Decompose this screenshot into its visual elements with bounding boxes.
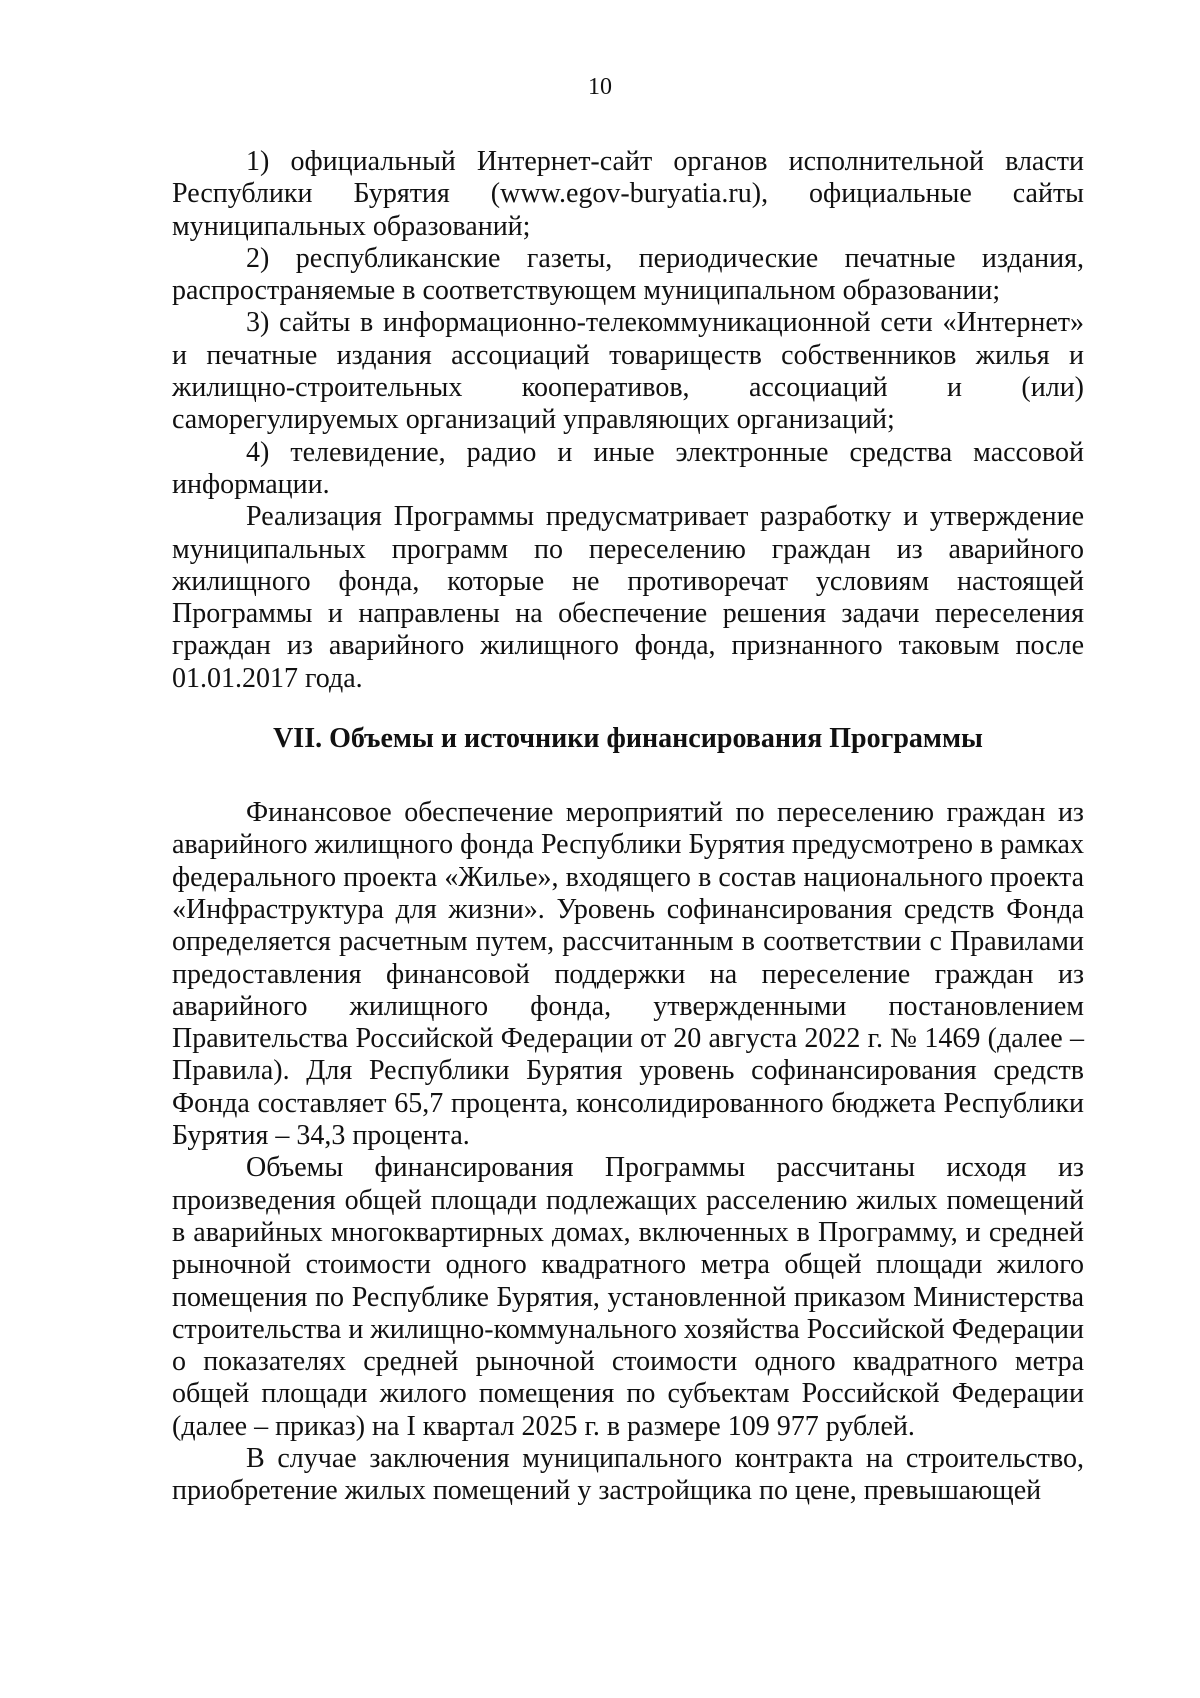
paragraph-realization: Реализация Программы предусматривает разработку и утверждение муниципальных программ по переселению граждан из аварийного жилищного фонда, которые не противоречат условиям настоящей Программы и направлены на обеспечение решения задачи переселения граждан из аварийного жилищного фонда, признанного таковым после 01.01.2017 года. xyxy=(172,501,1084,694)
section-heading: VII. Объемы и источники финансирования Программы xyxy=(273,723,983,755)
paragraph-volumes: Объемы финансирования Программы рассчитаны исходя из произведения общей площади подлежащих расселению жилых помещений в аварийных многоквартирных домах, включенных в Программу, и средней рыночной стоимости одного квадратного метра общей площади жилого помещения по Республике Бурятия, установленной приказом Министерства строительства и жилищно-коммунального хозяйства Российской Федерации о показателях средней рыночной стоимости одного квадратного метра общей площади жилого помещения по субъектам Российской Федерации (далее – приказ) на I квартал 2025 г. в размере 109 977 рублей. xyxy=(172,1152,1084,1442)
page-number: 10 xyxy=(588,74,612,100)
paragraph-contract: В случае заключения муниципального контракта на строительство, приобретение жилых помещений у застройщика по цене, превышающей xyxy=(172,1442,1084,1507)
list-item-2: 2) республиканские газеты, периодические печатные издания, распространяемые в соответствующем муниципальном образовании; xyxy=(172,242,1084,307)
paragraph-financing: Финансовое обеспечение мероприятий по переселению граждан из аварийного жилищного фонда Республики Бурятия предусмотрено в рамках федерального проекта «Жилье», входящего в состав национального проекта «Инфраструктура для жизни». Уровень софинансирования средств Фонда определяется расчетным путем, рассчитанным в соответствии с Правилами предоставления финансовой поддержки на переселение граждан из аварийного жилищного фонда, утвержденными постановлением Правительства Российской Федерации от 20 августа 2022 г. № 1469 (далее – Правила). Для Республики Бурятия уровень софинансирования средств Фонда составляет 65,7 процента, консолидированного бюджета Республики Бурятия – 34,3 процента. xyxy=(172,797,1084,1152)
list-item-1: 1) официальный Интернет-сайт органов исполнительной власти Республики Бурятия (www.egov-buryatia.ru), официальные сайты муниципальных образований; xyxy=(172,146,1084,242)
document-body xyxy=(172,146,1084,1508)
list-item-3: 3) сайты в информационно-телекоммуникационной сети «Интернет» и печатные издания ассоциаций товариществ собственников жилья и жилищно-строительных кооперативов, ассоциаций и (или) саморегулируемых организаций управляющих организаций; xyxy=(172,307,1084,436)
list-item-4: 4) телевидение, радио и иные электронные средства массовой информации. xyxy=(172,436,1084,500)
